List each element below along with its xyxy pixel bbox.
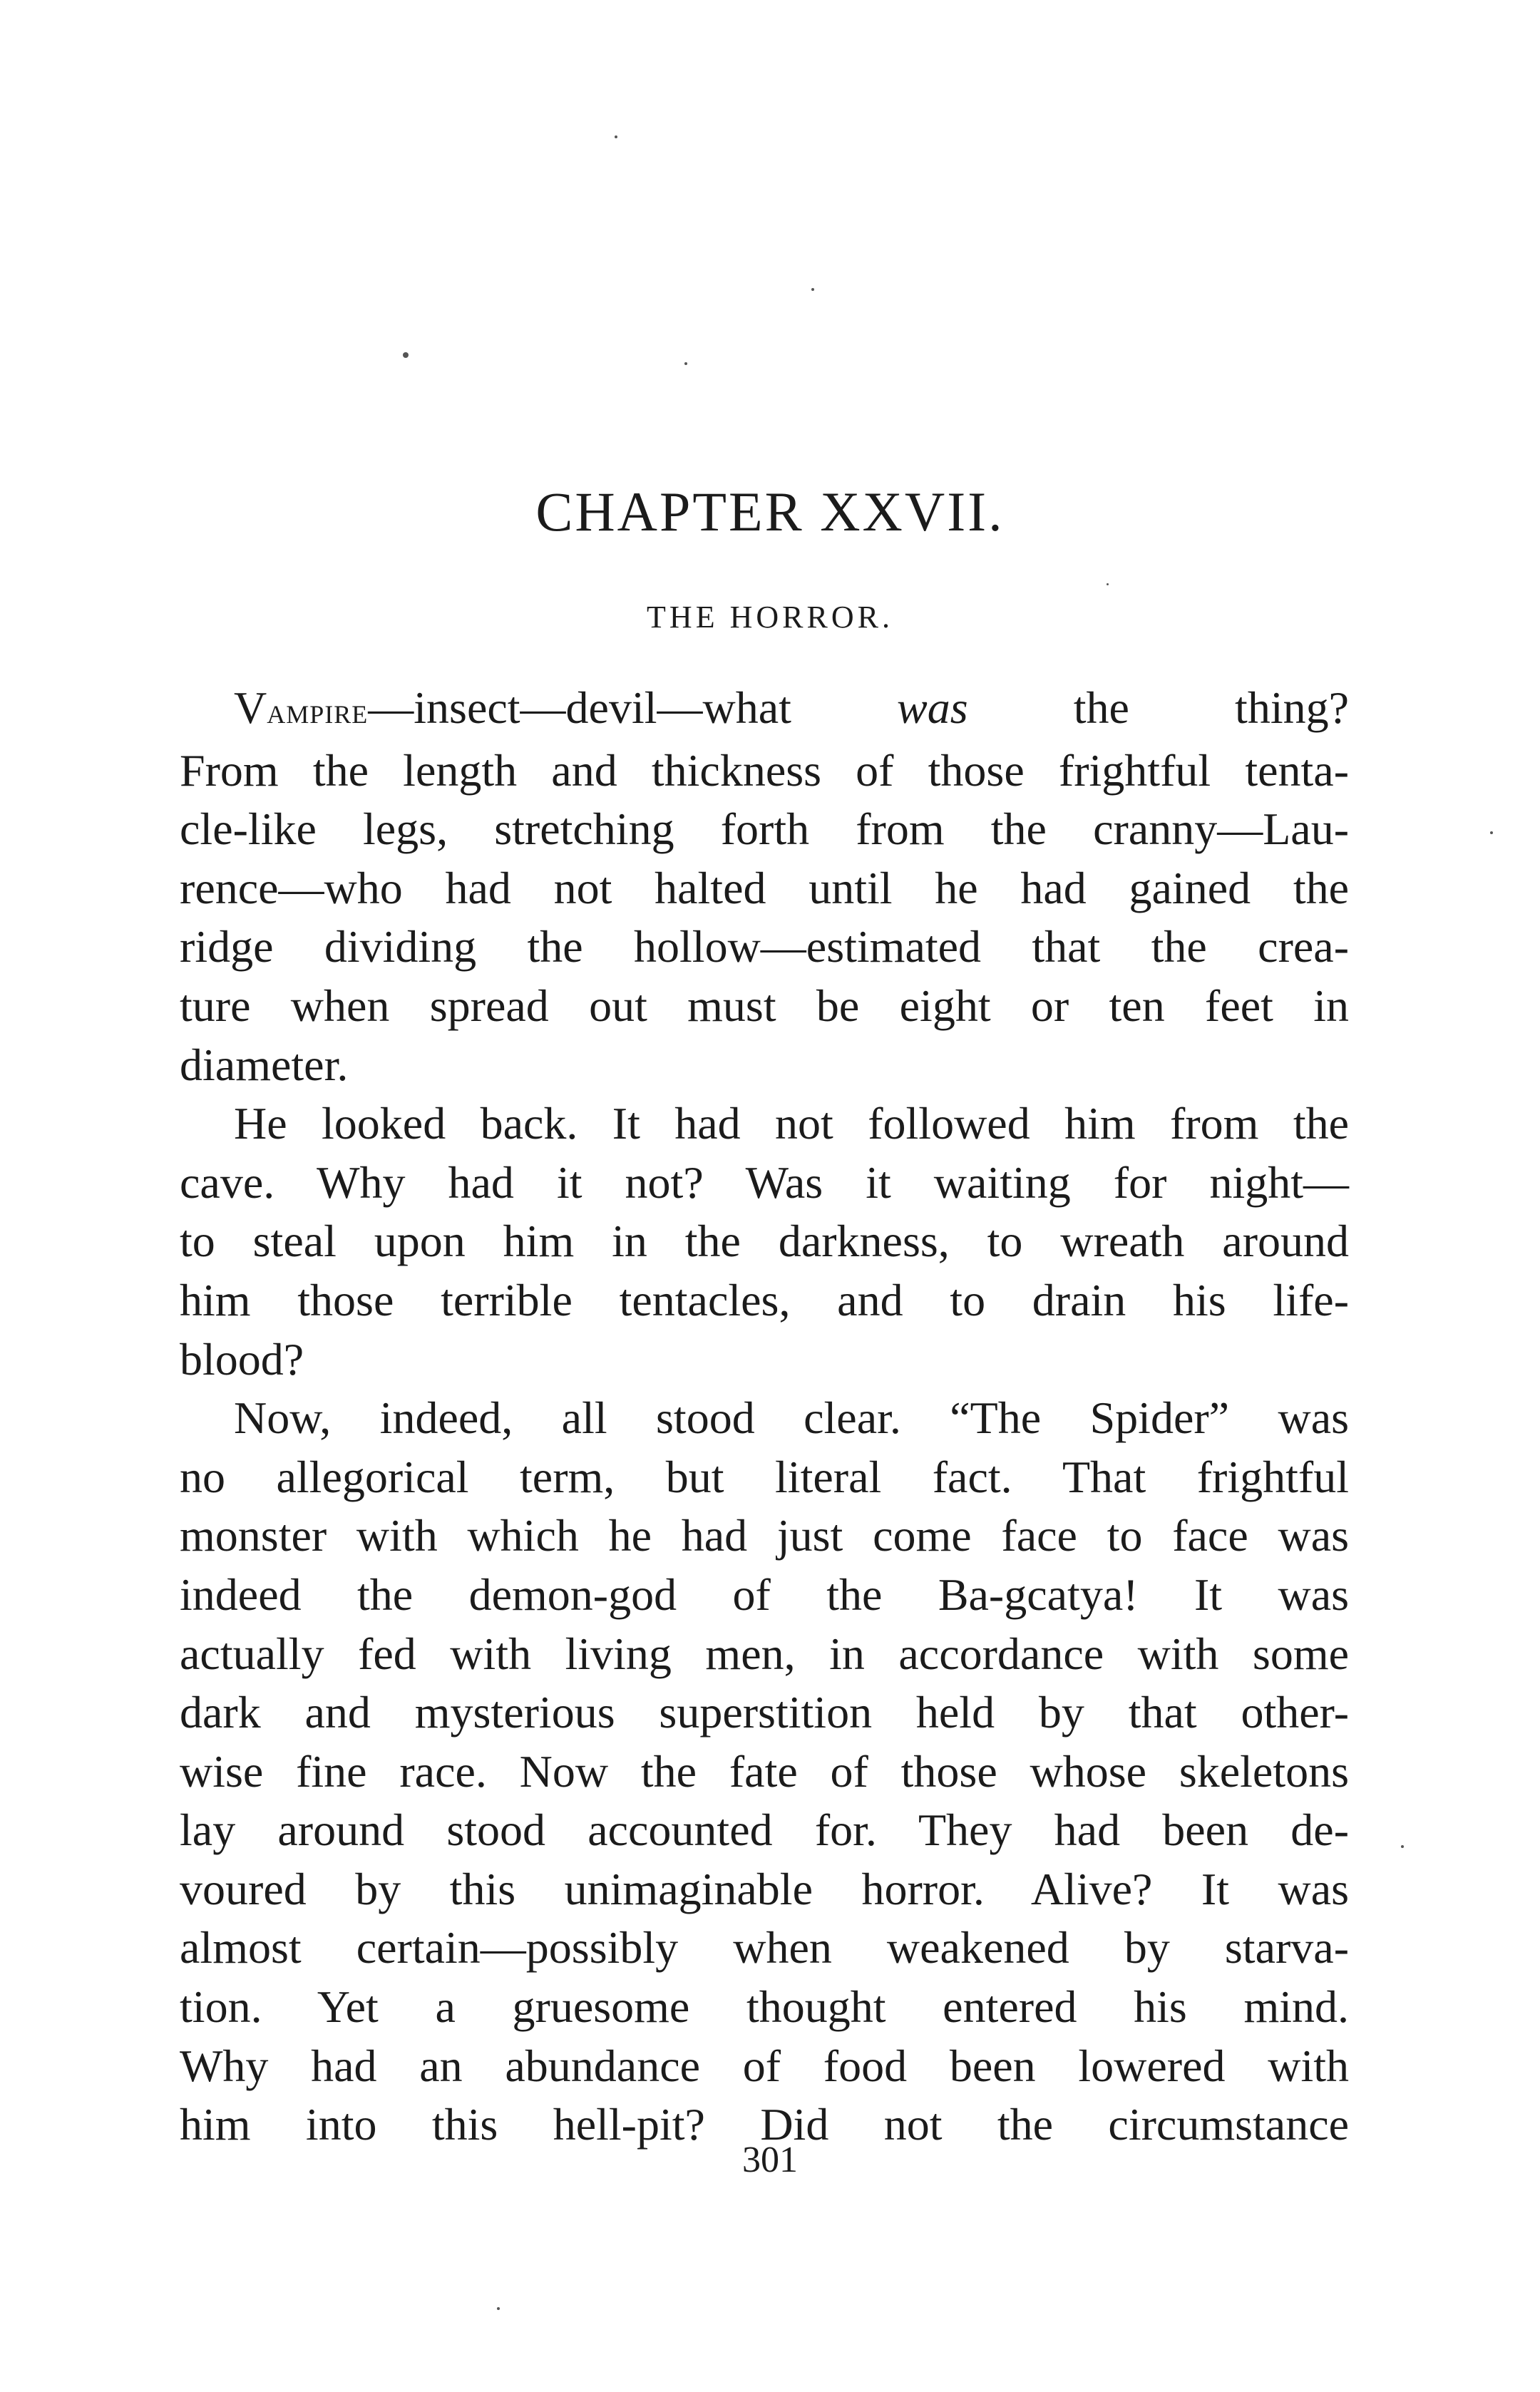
text-line: monster with which he had just come face to face was	[180, 1510, 1349, 1561]
text-line: He looked back. It had not followed him from the	[234, 1098, 1349, 1149]
text-line: blood?	[180, 1333, 304, 1385]
paragraph	[180, 1094, 1349, 1389]
text-line: diameter.	[180, 1039, 349, 1090]
text-line: ridge dividing the hollow—estimated that the crea-	[180, 921, 1349, 972]
print-speck	[403, 352, 409, 358]
text-line: dark and mysterious superstition held by that other-	[180, 1687, 1349, 1738]
text-line: From the length and thickness of those frightful tenta-	[180, 744, 1349, 796]
opening-smallcaps: ampire	[267, 691, 369, 732]
text-line: indeed the demon-god of the Ba-gcatya! It was	[180, 1569, 1349, 1620]
page-number: 301	[742, 2140, 798, 2180]
paragraph	[180, 1389, 1349, 2155]
text-line: voured by this unimaginable horror. Alive? It was	[180, 1863, 1349, 1914]
chapter-subtitle: THE HORROR.	[647, 600, 893, 635]
text-line: cave. Why had it not? Was it waiting for night—	[180, 1156, 1349, 1208]
print-speck	[615, 135, 617, 138]
text-line: lay around stood accounted for. They had been de-	[180, 1805, 1349, 1856]
print-speck	[684, 362, 687, 365]
text-line: rence—who had not halted until he had gained the	[180, 862, 1349, 913]
text-line: tion. Yet a gruesome thought entered his mind.	[180, 1981, 1349, 2033]
print-speck	[1107, 583, 1109, 585]
text-line: almost certain—possibly when weakened by starva-	[180, 1922, 1349, 1973]
opening-word	[234, 682, 368, 733]
body-text	[180, 679, 1349, 2155]
text-line: ture when spread out must be eight or ten feet in	[180, 980, 1349, 1031]
text-line: him into this hell-pit? Did not the circumstance	[180, 2099, 1349, 2150]
emphasis-word: was	[897, 682, 968, 733]
opening-initial: V	[234, 682, 267, 733]
text-line: to steal upon him in the darkness, to wreath around	[180, 1216, 1349, 1267]
text-line: Why had an abundance of food been lowered with	[180, 2040, 1349, 2091]
text-line: Vampire—insect—devil—what was the thing?	[234, 682, 1350, 733]
text-line: him those terrible tentacles, and to drain his life-	[180, 1274, 1349, 1325]
text-line: actually fed with living men, in accordance with some	[180, 1628, 1349, 1679]
print-speck	[1401, 1845, 1404, 1848]
text-line: cle-like legs, stretching forth from the cranny—Lau-	[180, 804, 1349, 855]
chapter-title: CHAPTER XXVII.	[535, 481, 1005, 543]
paragraph	[180, 679, 1349, 1094]
print-speck	[497, 2307, 500, 2310]
text-line: wise fine race. Now the fate of those whose skeletons	[180, 1745, 1349, 1797]
print-speck	[811, 288, 814, 291]
print-speck	[1490, 831, 1493, 834]
text-line: Now, indeed, all stood clear. “The Spider” was	[234, 1392, 1349, 1444]
text-line: no allegorical term, but literal fact. That frightful	[180, 1451, 1349, 1502]
